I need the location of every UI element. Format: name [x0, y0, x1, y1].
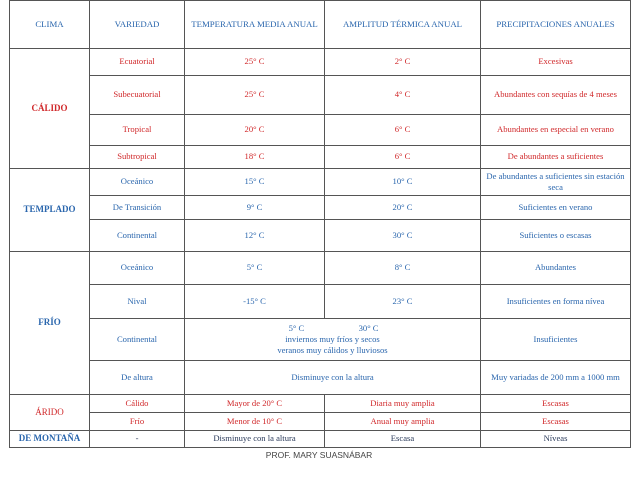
precip-cell: Suficientes en verano [481, 196, 631, 220]
variedad-cell: Tropical [90, 115, 185, 146]
continental-temps [188, 323, 477, 334]
table-row [10, 220, 631, 252]
table-row [10, 196, 631, 220]
precip-cell: Escasas [481, 413, 631, 431]
precip-cell: Insuficientes [481, 319, 631, 361]
temp-cell: Mayor de 20° C [185, 395, 325, 413]
table-row [10, 252, 631, 285]
table-row [10, 49, 631, 76]
amp-cell: 2° C [325, 49, 481, 76]
precip-cell: Abundantes en especial en verano [481, 115, 631, 146]
clima-templado: TEMPLADO [10, 169, 90, 252]
variedad-cell: - [90, 431, 185, 448]
table-row [10, 431, 631, 448]
temp-cell: 20° C [185, 115, 325, 146]
precip-cell: Escasas [481, 395, 631, 413]
header-amplitud: AMPLITUD TÉRMICA ANUAL [325, 1, 481, 49]
table-row [10, 319, 631, 361]
amp-cell: 10° C [325, 169, 481, 196]
temp-cell: -15° C [185, 285, 325, 319]
header-temperatura: TEMPERATURA MEDIA ANUAL [185, 1, 325, 49]
table-row [10, 115, 631, 146]
temp-cell: Menor de 10° C [185, 413, 325, 431]
climate-table [9, 0, 631, 448]
precip-cell: Insuficientes en forma nívea [481, 285, 631, 319]
temp-cell: 12° C [185, 220, 325, 252]
amp-cell: Anual muy amplia [325, 413, 481, 431]
continental-temp-a: 5° C [288, 322, 305, 333]
variedad-cell: Continental [90, 319, 185, 361]
temp-cell: 15° C [185, 169, 325, 196]
clima-montana: DE MONTAÑA [10, 431, 90, 448]
amp-cell: 6° C [325, 115, 481, 146]
clima-calido: CÁLIDO [10, 49, 90, 169]
temp-cell: 25° C [185, 76, 325, 115]
precip-cell: Excesivas [481, 49, 631, 76]
amp-cell: Escasa [325, 431, 481, 448]
temp-cell: 18° C [185, 146, 325, 169]
temp-cell: 5° C [185, 252, 325, 285]
altura-merged-cell: Disminuye con la altura [185, 361, 481, 395]
temp-cell: 25° C [185, 49, 325, 76]
temp-cell: 9° C [185, 196, 325, 220]
amp-cell: 30° C [325, 220, 481, 252]
precip-cell: Abundantes con sequías de 4 meses [481, 76, 631, 115]
precip-cell: Abundantes [481, 252, 631, 285]
continental-summer: veranos muy cálidos y lluviosos [277, 345, 388, 356]
variedad-cell: Subtropical [90, 146, 185, 169]
variedad-cell: Oceánico [90, 252, 185, 285]
variedad-cell: Subecuatorial [90, 76, 185, 115]
precip-cell: Suficientes o escasas [481, 220, 631, 252]
table-row [10, 169, 631, 196]
table-row [10, 395, 631, 413]
table-row [10, 413, 631, 431]
variedad-cell: Frío [90, 413, 185, 431]
amp-cell: 6° C [325, 146, 481, 169]
variedad-cell: Oceánico [90, 169, 185, 196]
continental-winter: inviernos muy fríos y secos [285, 333, 380, 344]
header-precipitaciones: PRECIPITACIONES ANUALES [481, 1, 631, 49]
amp-cell: 8° C [325, 252, 481, 285]
variedad-cell: De Transición [90, 196, 185, 220]
amp-cell: 20° C [325, 196, 481, 220]
table-row [10, 146, 631, 169]
table-row [10, 76, 631, 115]
precip-cell: De abundantes a suficientes sin estación seca [481, 169, 631, 196]
precip-cell: Muy variadas de 200 mm a 1000 mm [481, 361, 631, 395]
table-row [10, 361, 631, 395]
temp-cell: Disminuye con la altura [185, 431, 325, 448]
variedad-cell: Nival [90, 285, 185, 319]
amp-cell: 4° C [325, 76, 481, 115]
continental-temp-b: 30° C [358, 322, 379, 333]
header-row [10, 1, 631, 49]
table-row [10, 285, 631, 319]
amp-cell: Diaria muy amplia [325, 395, 481, 413]
header-variedad: VARIEDAD [90, 1, 185, 49]
variedad-cell: Ecuatorial [90, 49, 185, 76]
continental-description [185, 319, 481, 361]
amp-cell: 23° C [325, 285, 481, 319]
clima-frio: FRÍO [10, 252, 90, 395]
variedad-cell: De altura [90, 361, 185, 395]
clima-arido: ÁRIDO [10, 395, 90, 431]
precip-cell: De abundantes a suficientes [481, 146, 631, 169]
header-clima: CLIMA [10, 1, 90, 49]
variedad-cell: Cálido [90, 395, 185, 413]
precip-cell: Níveas [481, 431, 631, 448]
variedad-cell: Continental [90, 220, 185, 252]
author-footer: PROF. MARY SUASNÁBAR [265, 450, 373, 460]
